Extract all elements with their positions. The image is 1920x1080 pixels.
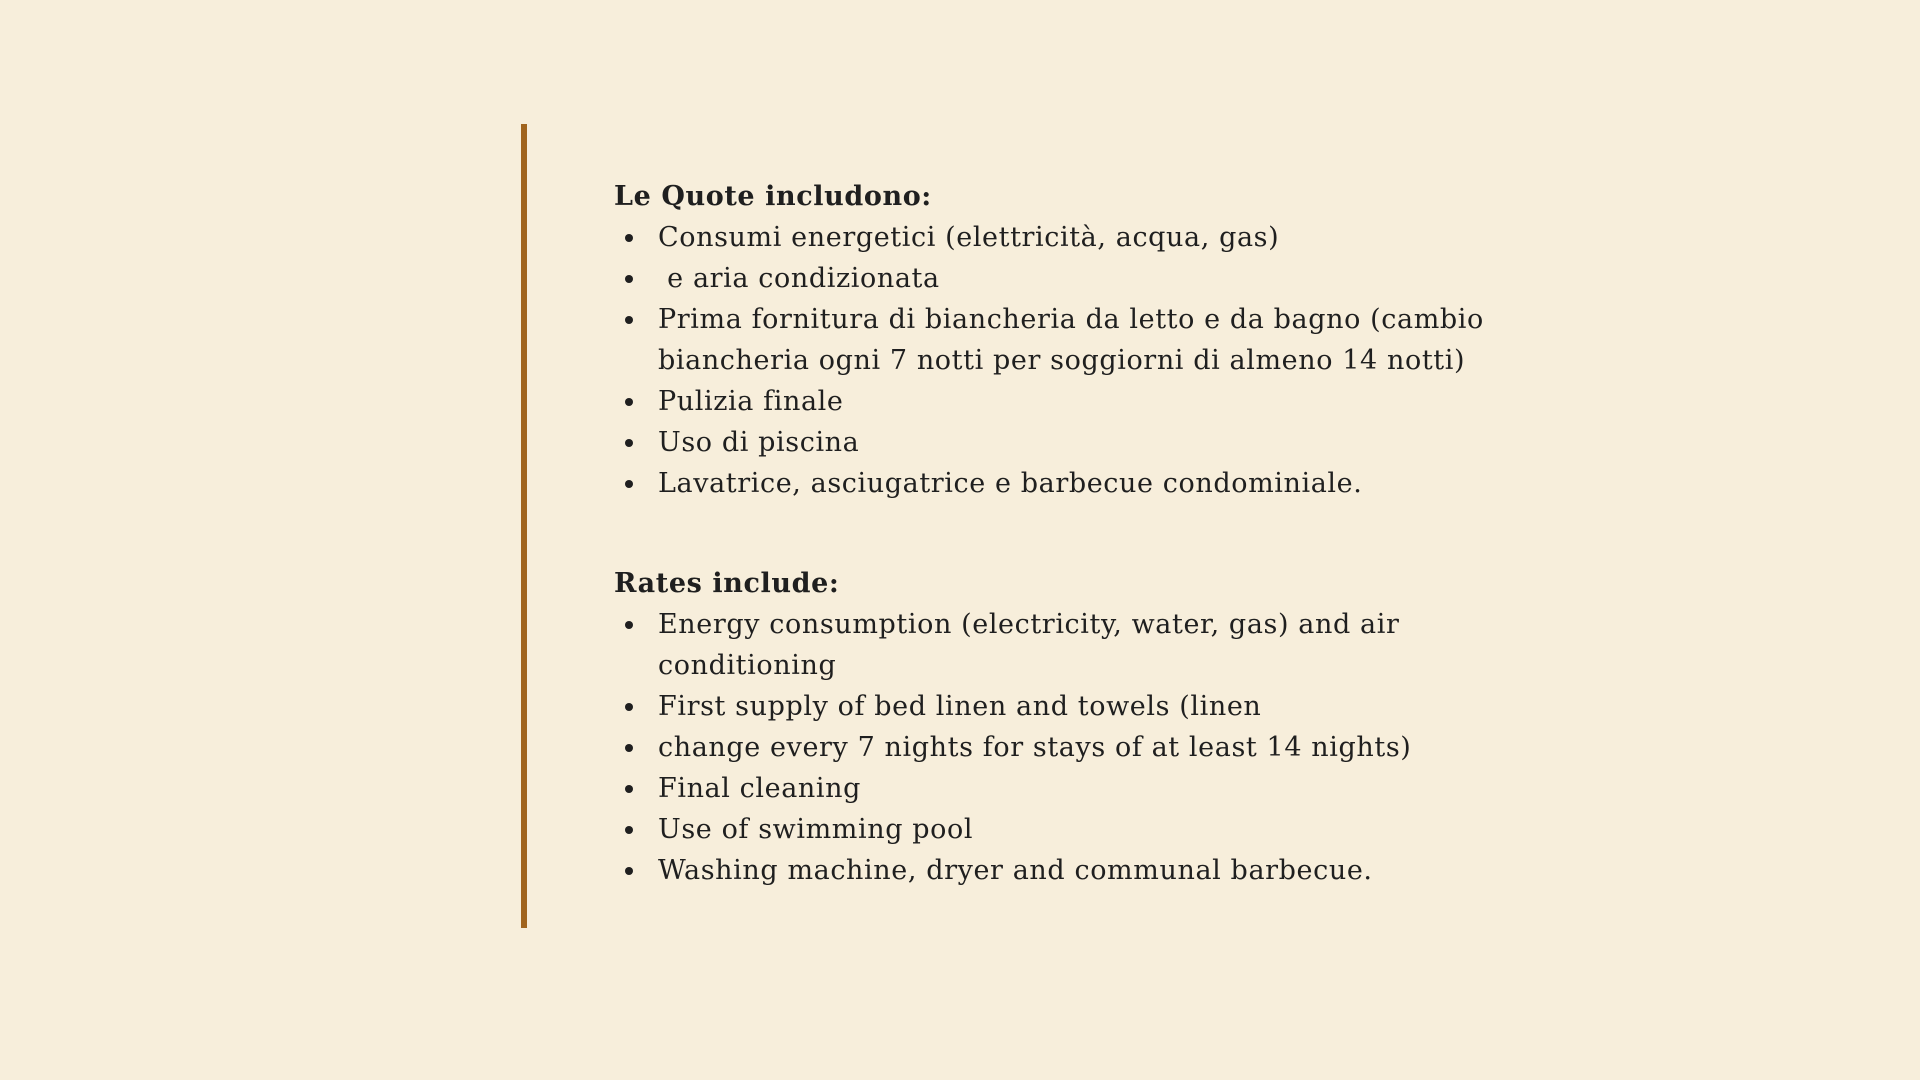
bullet-icon bbox=[625, 439, 633, 447]
list-item bbox=[614, 809, 1494, 850]
list-item bbox=[614, 604, 1494, 686]
content-block bbox=[614, 176, 1494, 891]
list-item bbox=[614, 463, 1494, 504]
list-item bbox=[614, 727, 1494, 768]
bullet-icon bbox=[625, 744, 633, 752]
list-item bbox=[614, 850, 1494, 891]
bullet-icon bbox=[625, 234, 633, 242]
bullet-icon bbox=[625, 480, 633, 488]
bullet-icon bbox=[625, 398, 633, 406]
italian-inclusions-list bbox=[614, 217, 1494, 504]
list-item-text: Uso di piscina bbox=[658, 427, 860, 458]
list-item bbox=[614, 258, 1494, 299]
list-item-text: Washing machine, dryer and communal barbecue. bbox=[658, 855, 1373, 886]
list-item-text: Pulizia finale bbox=[658, 386, 844, 417]
bullet-icon bbox=[625, 826, 633, 834]
bullet-icon bbox=[625, 275, 633, 283]
bullet-icon bbox=[625, 867, 633, 875]
list-item-text: Prima fornitura di biancheria da letto e da bagno (cambio biancheria ogni 7 notti per soggiorni di almeno 14 notti) bbox=[658, 304, 1484, 376]
list-item bbox=[614, 422, 1494, 463]
list-item bbox=[614, 768, 1494, 809]
list-item bbox=[614, 686, 1494, 727]
list-item-text: Use of swimming pool bbox=[658, 814, 974, 845]
section-spacer bbox=[614, 504, 1494, 563]
italian-heading: Le Quote includono: bbox=[614, 181, 932, 212]
list-item-text: e aria condizionata bbox=[658, 263, 940, 294]
list-item-text: Final cleaning bbox=[658, 773, 862, 804]
list-item-text: Consumi energetici (elettricità, acqua, gas) bbox=[658, 222, 1280, 253]
bullet-icon bbox=[625, 621, 633, 629]
list-item-text: Energy consumption (electricity, water, gas) and air conditioning bbox=[658, 609, 1400, 681]
english-heading: Rates include: bbox=[614, 568, 840, 599]
list-item-text: Lavatrice, asciugatrice e barbecue condominiale. bbox=[658, 468, 1363, 499]
list-item bbox=[614, 381, 1494, 422]
bullet-icon bbox=[625, 703, 633, 711]
list-item bbox=[614, 299, 1494, 381]
list-item-text: First supply of bed linen and towels (linen bbox=[658, 691, 1262, 722]
bullet-icon bbox=[625, 316, 633, 324]
vertical-accent-rule bbox=[521, 124, 527, 928]
list-item bbox=[614, 217, 1494, 258]
list-item-text: change every 7 nights for stays of at least 14 nights) bbox=[658, 732, 1412, 763]
bullet-icon bbox=[625, 785, 633, 793]
english-inclusions-list bbox=[614, 604, 1494, 891]
